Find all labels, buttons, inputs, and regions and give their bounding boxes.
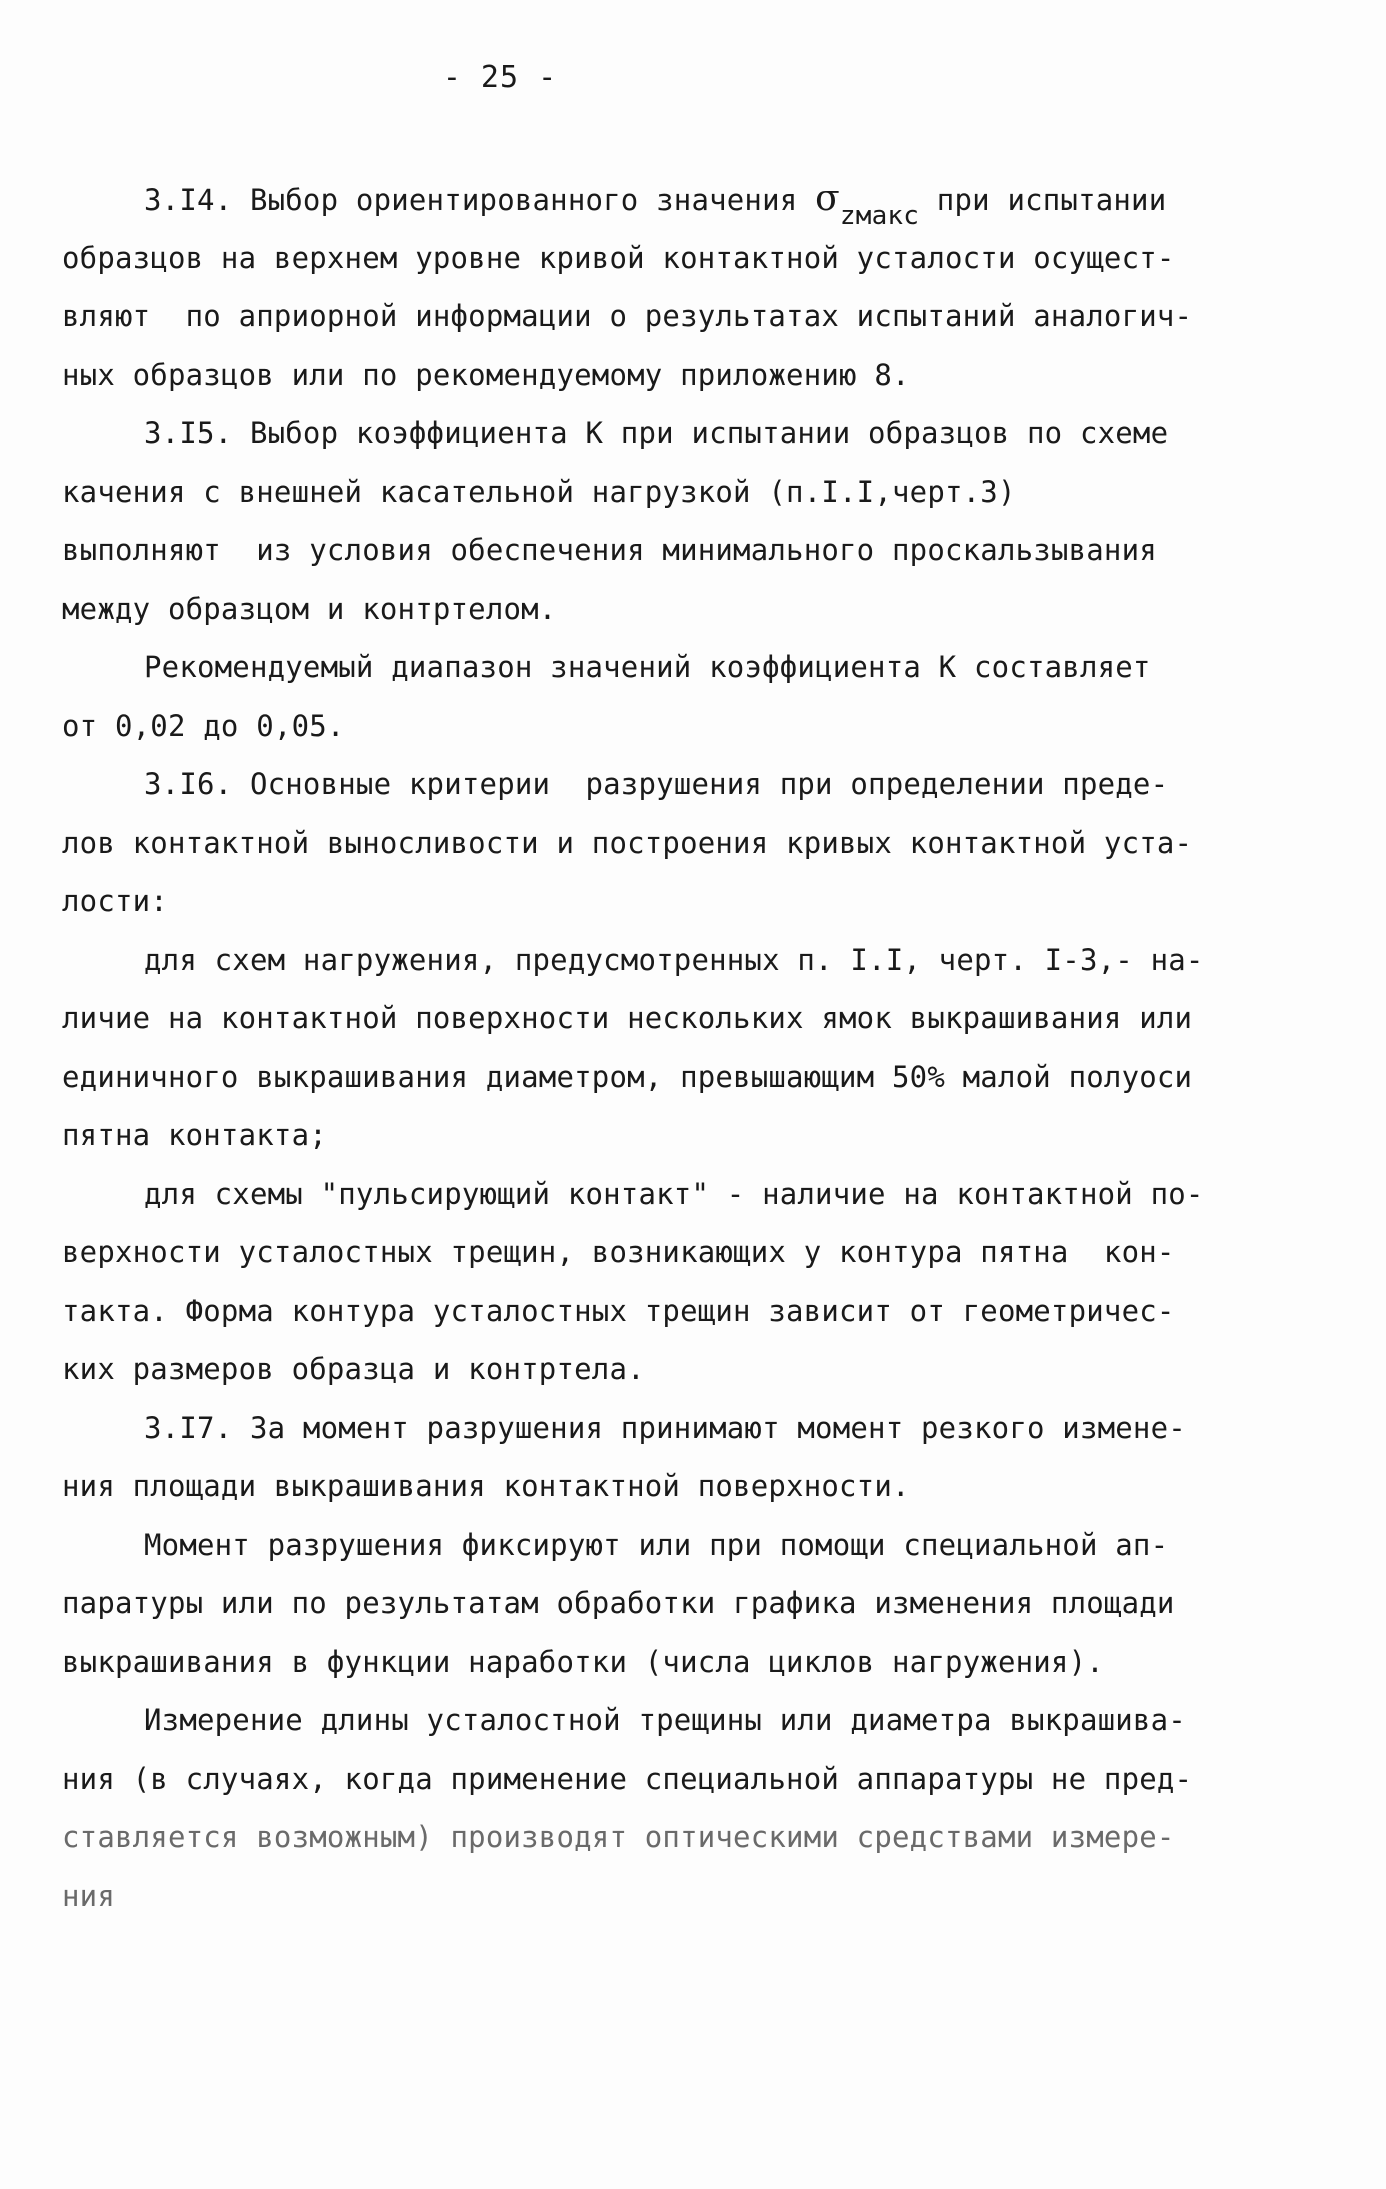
paragraph-line: ния площади выкрашивания контактной поверхности. [62, 1469, 910, 1503]
paragraph-line: 3.I5. Выбор коэффициента K при испытании образцов по схеме [144, 416, 1169, 450]
paragraph-line: Измерение длины усталостной трещины или диаметра выкрашива- [144, 1703, 1186, 1737]
page-number: - 25 - [442, 60, 558, 95]
paragraph-line: качения с внешней касательной нагрузкой (п.I.I,черт.3) [62, 474, 1016, 509]
paragraph-line: 3.I4. Выбор ориентированного значения [144, 183, 798, 217]
paragraph-line: паратуры или по результатам обработки графика изменения площади [62, 1586, 1175, 1620]
paragraph-line: лов контактной выносливости и построения кривых контактной уста- [62, 825, 1193, 860]
paragraph-line: ставляется возможным) производят оптическими средствами измере- [62, 1820, 1175, 1854]
paragraph-3-16 [62, 755, 1212, 931]
paragraph-3-15 [62, 404, 1212, 638]
paragraph-line: верхности усталостных трещин, возникающих у контура пятна кон- [62, 1235, 1175, 1269]
formula-tail: при испытании [919, 183, 1167, 217]
paragraph-line: 3.I7. За момент разрушения принимают момент резкого измене- [144, 1410, 1186, 1445]
paragraph-3-16-loading-schemes [62, 931, 1212, 1165]
paragraph-3-15-range [62, 638, 1212, 755]
paragraph-3-17-measurement [62, 1691, 1212, 1925]
paragraph-line: для схем нагружения, предусмотренных п. I.I, черт. I-3,- на- [144, 942, 1204, 977]
paragraph-line: ния [62, 1878, 115, 1913]
paragraph-line: 3.I6. Основные критерии разрушения при определении преде- [144, 767, 1169, 801]
paragraph-line: ния (в случаях, когда применение специальной аппаратуры не пред- [62, 1761, 1193, 1796]
paragraph-line: выкрашивания в функции наработки (числа циклов нагружения). [62, 1644, 1104, 1679]
paragraph-line: Момент разрушения фиксируют или при помощи специальной ап- [144, 1527, 1169, 1562]
paragraph-line: ных образцов или по рекомендуемому приложению 8. [62, 357, 910, 392]
paragraph-line: выполняют из условия обеспечения минимального проскальзывания [62, 533, 1157, 567]
paragraph-line: личие на контактной поверхности нескольких ямок выкрашивания или [62, 1001, 1193, 1035]
paragraph-line: ких размеров образца и контртела. [62, 1352, 645, 1386]
paragraph-line: для схемы "пульсирующий контакт" - наличие на контактной по- [144, 1176, 1204, 1211]
paragraph-line: между образцом и контртелом. [62, 591, 557, 626]
sigma-symbol: σ [815, 178, 840, 219]
sigma-index: макс [855, 201, 920, 229]
paragraph-3-16-pulsating-contact [62, 1165, 1212, 1399]
paragraph-line: Рекомендуемый диапазон значений коэффициента K составляет [144, 650, 1151, 684]
paragraph-line: образцов на верхнем уровне кривой контактной усталости осущест- [62, 240, 1175, 275]
sigma-subscript: z [839, 201, 856, 229]
paragraph-line: от 0,02 до 0,05. [62, 708, 345, 743]
document-body [62, 170, 1212, 1925]
paragraph-3-14 [62, 170, 1212, 404]
paragraph-3-17 [62, 1399, 1212, 1516]
paragraph-line: пятна контакта; [62, 1118, 327, 1152]
paragraph-line: вляют по априорной информации о результатах испытаний аналогич- [62, 299, 1193, 333]
paragraph-line: единичного выкрашивания диаметром, превышающим 50% малой полуоси [62, 1059, 1193, 1094]
paragraph-3-17-fixation [62, 1516, 1212, 1692]
paragraph-line: такта. Форма контура усталостных трещин зависит от геометричес- [62, 1293, 1175, 1328]
paragraph-line: лости: [62, 884, 168, 918]
